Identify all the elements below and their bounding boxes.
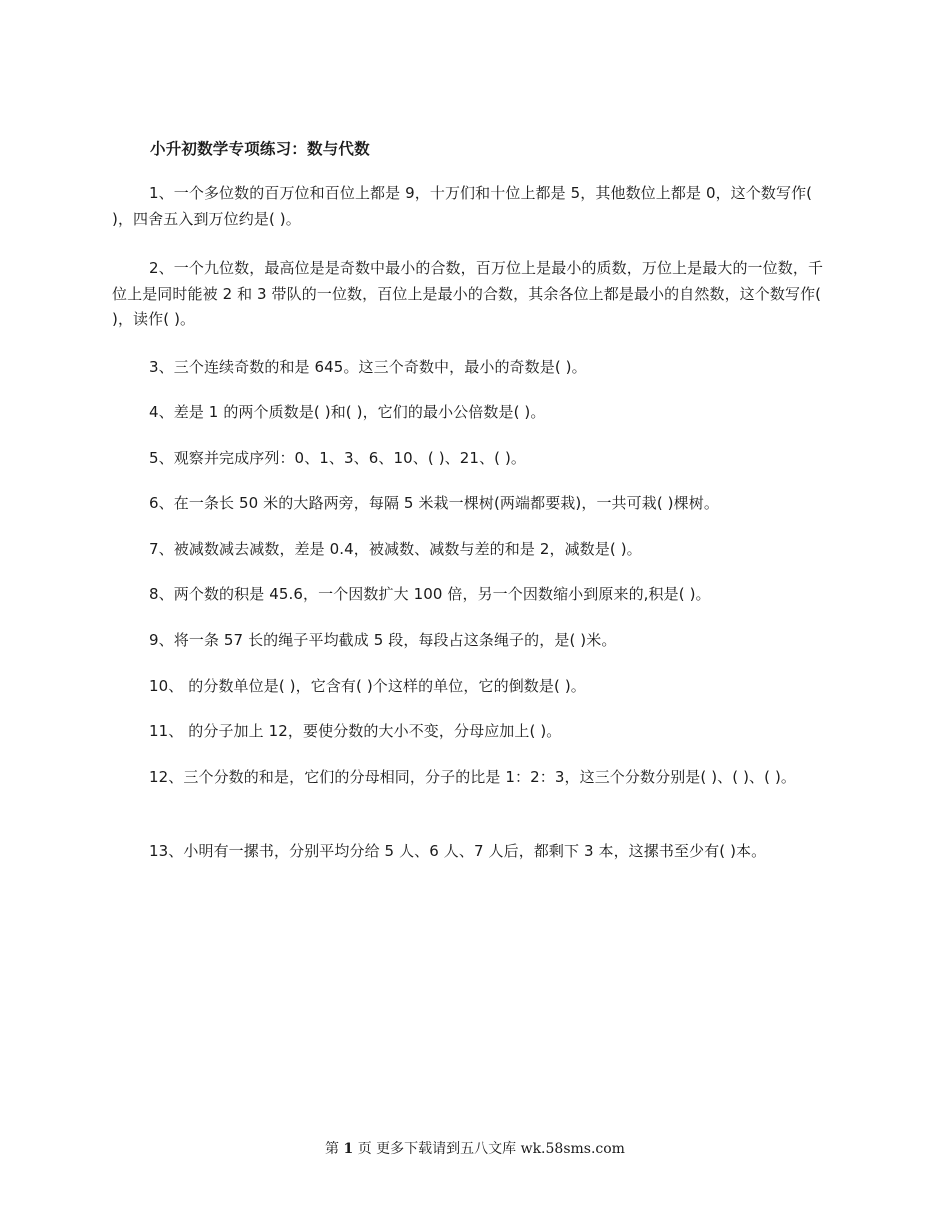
footer-page-number: 1 (343, 1141, 354, 1157)
question-10: 10、 的分数单位是( )，它含有( )个这样的单位，它的倒数是( )。 (149, 677, 586, 695)
question-5: 5、观察并完成序列：0、1、3、6、10、( )、21、( )。 (149, 449, 527, 467)
question-12: 12、三个分数的和是，它们的分母相同，分子的比是 1：2：3，这三个分数分别是( )、( )、( )。 (149, 768, 797, 786)
document-title: 小升初数学专项练习：数与代数 (150, 140, 370, 158)
question-4: 4、差是 1 的两个质数是( )和( )，它们的最小公倍数是( )。 (149, 403, 546, 421)
question-11: 11、 的分子加上 12，要使分数的大小不变，分母应加上( )。 (149, 722, 562, 740)
question-8: 8、两个数的积是 45.6，一个因数扩大 100 倍，另一个因数缩小到原来的,积是( )。 (149, 585, 711, 603)
footer-text: 页 更多下载请到五八文库 wk.58sms.com (357, 1141, 625, 1157)
question-7: 7、被减数减去减数，差是 0.4，被减数、减数与差的和是 2，减数是( )。 (149, 540, 642, 558)
question-1: 1、一个多位数的百万位和百位上都是 9，十万们和十位上都是 5，其他数位上都是 0，这个数写作( )，四舍五入到万位约是( )。 (112, 184, 813, 228)
footer-prefix: 第 (325, 1141, 340, 1157)
page-footer (0, 1138, 950, 1158)
question-13: 13、小明有一摞书，分别平均分给 5 人、6 人、7 人后，都剩下 3 本，这摞书至少有( )本。 (149, 842, 767, 860)
question-6: 6、在一条长 50 米的大路两旁，每隔 5 米栽一棵树(两端都要栽)，一共可栽( )棵树。 (149, 494, 719, 512)
question-3: 3、三个连续奇数的和是 645。这三个奇数中，最小的奇数是( )。 (149, 358, 587, 376)
question-2: 2、一个九位数，最高位是是奇数中最小的合数，百万位上是最小的质数，万位上是最大的一位数，千位上是同时能被 2 和 3 带队的一位数，百位上是最小的合数，其余各位上都是最小的自然数，这个数写作( )，读作( )。 (112, 259, 824, 328)
question-9: 9、将一条 57 长的绳子平均截成 5 段，每段占这条绳子的，是( )米。 (149, 631, 617, 649)
